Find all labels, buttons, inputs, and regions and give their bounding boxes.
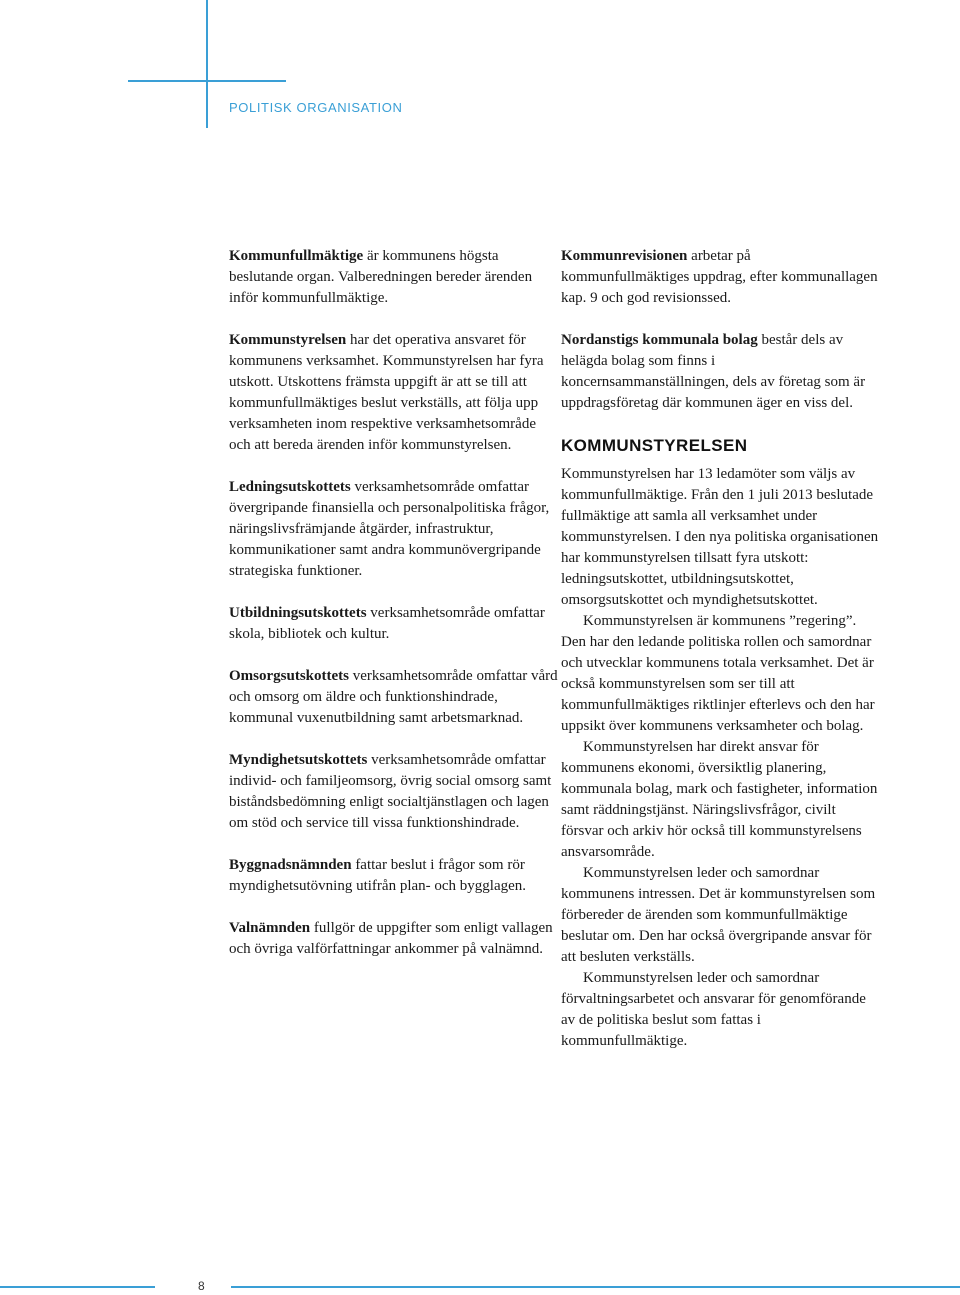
body-paragraph: Kommunstyrelsen leder och samordnar förvaltningsarbetet och ansvarar för genomförande av de politiska beslut som fattas i kommunfullmäktige. [561,970,866,1049]
paragraph-omsorgsutskottet: Omsorgsutskottets verksamhetsområde omfattar vård och omsorg om äldre och funktionshindrade, kommunal vuxenutbildning samt arbetsmarknad. [229,668,558,726]
paragraph-utbildningsutskottet: Utbildningsutskottets verksamhetsområde omfattar skola, bibliotek och kultur. [229,605,545,642]
paragraph-ledningsutskottet: Ledningsutskottets verksamhetsområde omfattar övergripande finansiella och personalpolitiska frågor, näringslivsfrämjande åtgärder, infrastruktur, kommunikationer samt andra kommunövergripande strategiska funktioner. [229,479,550,579]
section-heading: KOMMUNSTYRELSEN [561,436,748,455]
paragraph-kommunala-bolag: Nordanstigs kommunala bolag består dels av helägda bolag som finns i koncernsammanställningen, dels av företag som är uppdragsföretag där kommunen äger en viss del. [561,332,866,411]
paragraph-byggnadsnamnden: Byggnadsnämnden fattar beslut i frågor som rör myndighetsutövning utifrån plan- och bygglagen. [229,857,527,894]
decorative-vertical-rule [206,0,208,128]
section-label: POLITISK ORGANISATION [229,100,403,115]
paragraph-kommunrevisionen: Kommunrevisionen arbetar på kommunfullmäktiges uppdrag, efter kommunallagen kap. 9 och god revisionssed. [561,248,878,306]
paragraph-valnamnden: Valnämnden fullgör de uppgifter som enligt vallagen och övriga valförfattningar ankommer på valnämnd. [229,920,553,957]
footer-rule-left [0,1286,155,1288]
paragraph-myndighetsutskottet: Myndighetsutskottets verksamhetsområde omfattar individ- och familjeomsorg, övrig social omsorg samt biståndsbedömning enligt socialtjänstlagen och lagen om stöd och service till vissa funktionshindrade. [229,752,552,831]
body-paragraph: Kommunstyrelsen leder och samordnar kommunens intressen. Det är kommunstyrelsen som förbereder de ärenden som kommunfullmäktige beslutar om. Den har också övergripande ansvar för att besluten verkställs. [561,865,876,965]
page-number: 8 [198,1279,205,1293]
paragraph-kommunfullmaktige: Kommunfullmäktige är kommunens högsta beslutande organ. Valberedningen bereder ärenden inför kommunfullmäktige. [229,248,533,306]
body-paragraph: Kommunstyrelsen har direkt ansvar för kommunens ekonomi, översiktlig planering, kommunala bolag, mark och fastigheter, information samt räddningstjänst. Näringslivsfrågor, civilt försvar och arkiv hör också till kommunstyrelsens ansvarsområde. [561,739,878,860]
paragraph-kommunstyrelsen: Kommunstyrelsen har det operativa ansvaret för kommunens verksamhet. Kommunstyrelsen har fyra utskott. Utskottens främsta uppgift är att se till att kommunfullmäktiges beslut verkställs, att följa upp verksamheten inom respektive verksamhetsområde och att bereda ärenden inför kommunstyrelsen. [229,332,544,453]
body-paragraph: Kommunstyrelsen är kommunens ”regering”. Den har den ledande politiska rollen och samordnar och utvecklar kommunens totala verksamhet. Det är också kommunstyrelsen som ser till att kommunfullmäktiges riktlinjer efterlevs och den har uppsikt över kommunens verksamheter och bolag. [561,613,875,734]
footer-rule-right [231,1286,960,1288]
body-paragraph: Kommunstyrelsen har 13 ledamöter som väljs av kommunfullmäktige. Från den 1 juli 2013 beslutade fullmäktige att samla all verksamhet under kommunstyrelsen. I den nya politiska organisationen har kommunstyrelsen tillsatt fyra utskott: ledningsutskottet, utbildningsutskottet, omsorgsutskottet och myndighetsutskottet. [561,466,879,608]
right-column [561,246,881,1052]
decorative-horizontal-rule [128,80,286,82]
left-column [229,246,559,981]
